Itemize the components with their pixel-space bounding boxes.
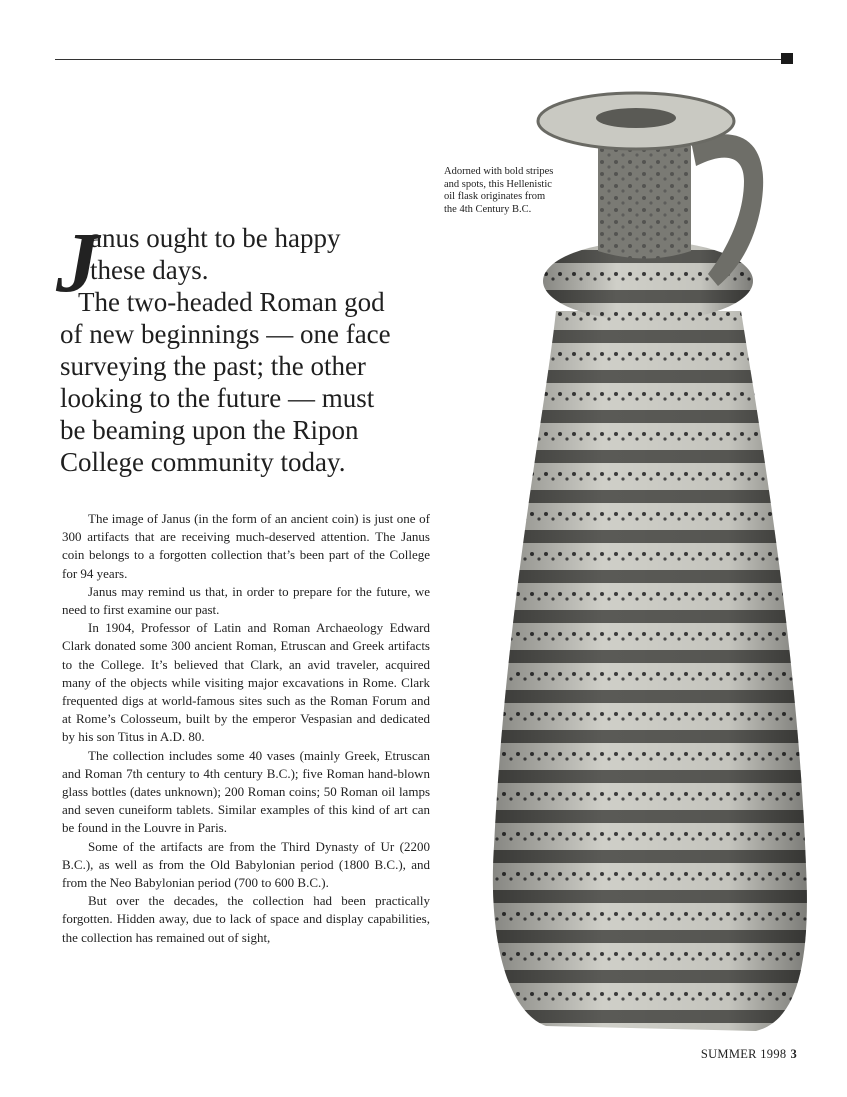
- pull-quote-line: surveying the past; the other: [60, 351, 366, 381]
- pull-quote-line: of new beginnings — one face: [60, 319, 391, 349]
- caption-line: and spots, this Hellenistic: [444, 178, 552, 190]
- article-paragraph: Some of the artifacts are from the Third Dynasty of Ur (2200 B.C.), as well as from the Old Babylonian period (1800 B.C.), and from the Neo Babylonian period (700 to 600 B.C.).: [62, 838, 430, 891]
- pull-quote-line: be beaming upon the Ripon: [60, 415, 359, 445]
- header-rule: [55, 59, 783, 60]
- caption-line: Adorned with bold stripes: [444, 166, 554, 177]
- oil-flask-photo: [486, 86, 818, 1036]
- drop-cap: J: [56, 214, 99, 310]
- page-footer: [701, 1047, 797, 1062]
- pull-quote: [56, 214, 440, 478]
- pull-quote-line: looking to the future — must: [60, 383, 375, 413]
- page-number: 3: [790, 1047, 797, 1061]
- article-body: [62, 510, 430, 947]
- article-paragraph: The image of Janus (in the form of an ancient coin) is just one of 300 artifacts that are receiving much-deserved attention. The Janus coin belongs to a forgotten collection that’s been part of the College for 94 years.: [62, 511, 430, 581]
- pull-quote-line: The two-headed Roman god: [78, 287, 385, 317]
- article-paragraph: But over the decades, the collection had been practically forgotten. Hidden away, due to lack of space and display capabilities, the collection has remained out of sight,: [62, 893, 430, 945]
- pull-quote-line: these days.: [90, 255, 209, 285]
- issue-label: SUMMER 1998: [700, 1047, 787, 1061]
- caption-line: the 4th Century B.C.: [444, 203, 532, 215]
- article-paragraph: In 1904, Professor of Latin and Roman Archaeology Edward Clark donated some 300 ancient Roman, Etruscan and Greek artifacts to the College. It’s believed that Clark, an avid traveler, acquired many of the objects while visiting major excavations in Rome. Clark frequented digs at world-famous sites such as the Roman Forum and at Rome’s Colosseum, built by the emperor Vespasian and dedicated by his son Titus in A.D. 80.: [62, 620, 430, 745]
- pull-quote-line: anus ought to be happy: [90, 223, 341, 253]
- article-paragraph: The collection includes some 40 vases (mainly Greek, Etruscan and Roman 7th century to 4th century B.C.); five Roman hand-blown glass bottles (dates unknown); 200 Roman coins; 50 Roman oil lamps and seven cuneiform tablets. Similar examples of this kind of art can be found in the Louvre in Paris.: [62, 747, 430, 836]
- caption-line: oil flask originates from: [444, 191, 546, 202]
- pull-quote-line: College community today.: [60, 447, 346, 477]
- header-rule-marker: [781, 53, 793, 64]
- article-paragraph: Janus may remind us that, in order to prepare for the future, we need to first examine our past.: [62, 583, 430, 618]
